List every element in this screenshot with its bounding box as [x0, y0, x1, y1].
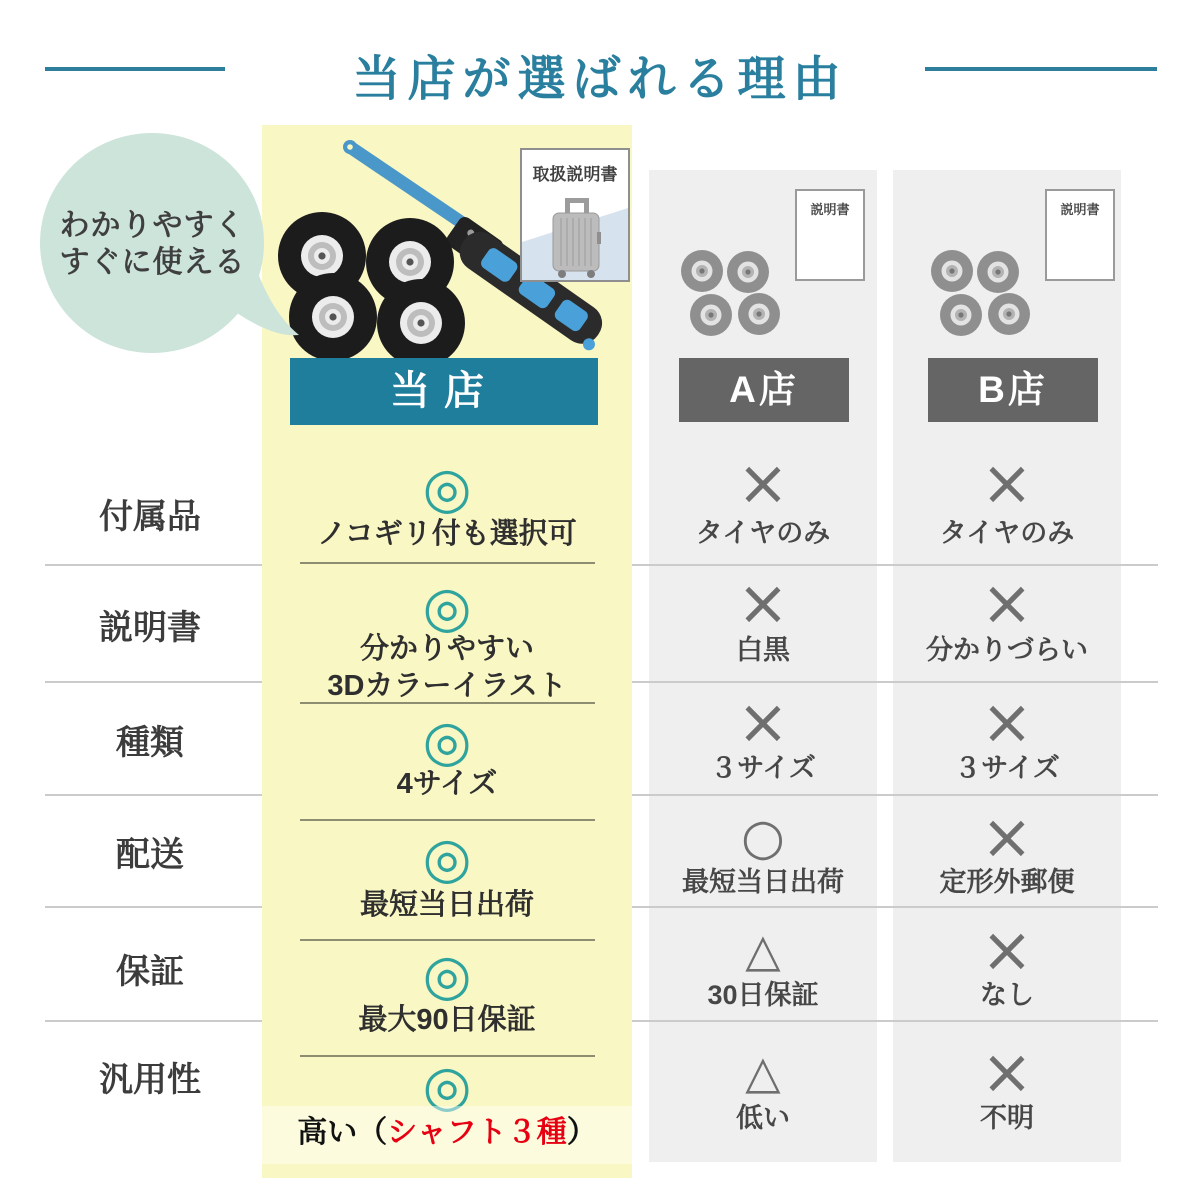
cell-underline: [300, 939, 595, 941]
cross-icon: ×: [981, 685, 1033, 758]
gray-wheels-icon: [674, 240, 794, 345]
manual-card-shop-a: [795, 189, 865, 281]
double-circle-icon: ◎: [422, 456, 472, 521]
double-circle-icon: ◎: [422, 1054, 472, 1119]
manual-card-label: 説明書: [810, 202, 850, 217]
row-label-manual: 説明書: [99, 609, 201, 647]
page-title: 当店が選ばれる理由: [352, 53, 848, 106]
manual-card-label: 取扱説明書: [532, 165, 618, 184]
cross-icon: ×: [981, 913, 1033, 986]
cell-text: 定形外郵便: [939, 867, 1075, 897]
our-shop-header: 当店: [290, 358, 598, 425]
row-label-accessories: 付属品: [99, 498, 201, 536]
column-shop-a: [649, 170, 877, 1162]
cross-icon: ×: [737, 685, 789, 758]
emphasis-text: シャフト３種: [387, 1116, 567, 1149]
cell-text: 最大90日保証: [358, 1004, 536, 1036]
double-circle-icon: ◎: [422, 575, 472, 640]
shop-a-header: A店: [679, 358, 849, 422]
triangle-icon: △: [745, 1045, 781, 1099]
manual-card-our-shop: [520, 148, 630, 282]
row-label-versatility: 汎用性: [99, 1061, 201, 1099]
cell-text: 最短当日出荷: [682, 867, 844, 897]
cross-icon: ×: [981, 800, 1033, 873]
column-shop-b: [893, 170, 1121, 1162]
cell-text: ３サイズ: [954, 753, 1060, 783]
double-circle-icon: ◎: [422, 709, 472, 774]
cell-text: 最短当日出荷: [359, 889, 534, 921]
cell-text: タイヤのみ: [695, 518, 831, 548]
cell-text: なし: [980, 980, 1034, 1010]
column-our-shop: [262, 125, 632, 1178]
cell-text: 30日保証: [707, 980, 819, 1010]
shop-b-header: B店: [928, 358, 1098, 422]
cross-icon: ×: [981, 566, 1033, 639]
manual-card-shop-b: [1045, 189, 1115, 281]
cell-text: 白黒: [736, 635, 790, 665]
cell-text: ３サイズ: [710, 753, 816, 783]
circle-icon: ○: [741, 808, 785, 866]
cross-icon: ×: [737, 446, 789, 519]
cell-underline: [300, 819, 595, 821]
cell-text: 低い: [736, 1103, 790, 1133]
title-rule-left: [45, 67, 225, 71]
cell-text: ノコギリ付も選択可: [317, 518, 577, 550]
cell-text: 4サイズ: [396, 768, 498, 800]
triangle-icon: △: [745, 923, 781, 977]
cross-icon: ×: [981, 446, 1033, 519]
double-circle-icon: ◎: [422, 943, 472, 1008]
cell-text: 分かりづらい: [926, 635, 1088, 665]
cell-text: 分かりやすい 3Dカラーイラスト: [327, 633, 567, 702]
cross-icon: ×: [737, 566, 789, 639]
cell-underline: [300, 702, 595, 704]
double-circle-icon: ◎: [422, 826, 472, 891]
cross-icon: ×: [981, 1035, 1033, 1108]
cell-text: タイヤのみ: [939, 518, 1075, 548]
manual-card-label: 説明書: [1060, 202, 1100, 217]
cell-text: 高い（シャフト３種）: [297, 1116, 597, 1149]
cell-text: 不明: [980, 1103, 1034, 1133]
row-label-warranty: 保証: [116, 953, 184, 991]
gray-wheels-icon: [918, 240, 1038, 345]
bubble-text: わかりやすく すぐに使える: [59, 209, 246, 279]
cell-underline: [300, 562, 595, 564]
row-label-shipping: 配送: [116, 836, 184, 874]
row-label-types: 種類: [116, 724, 184, 762]
